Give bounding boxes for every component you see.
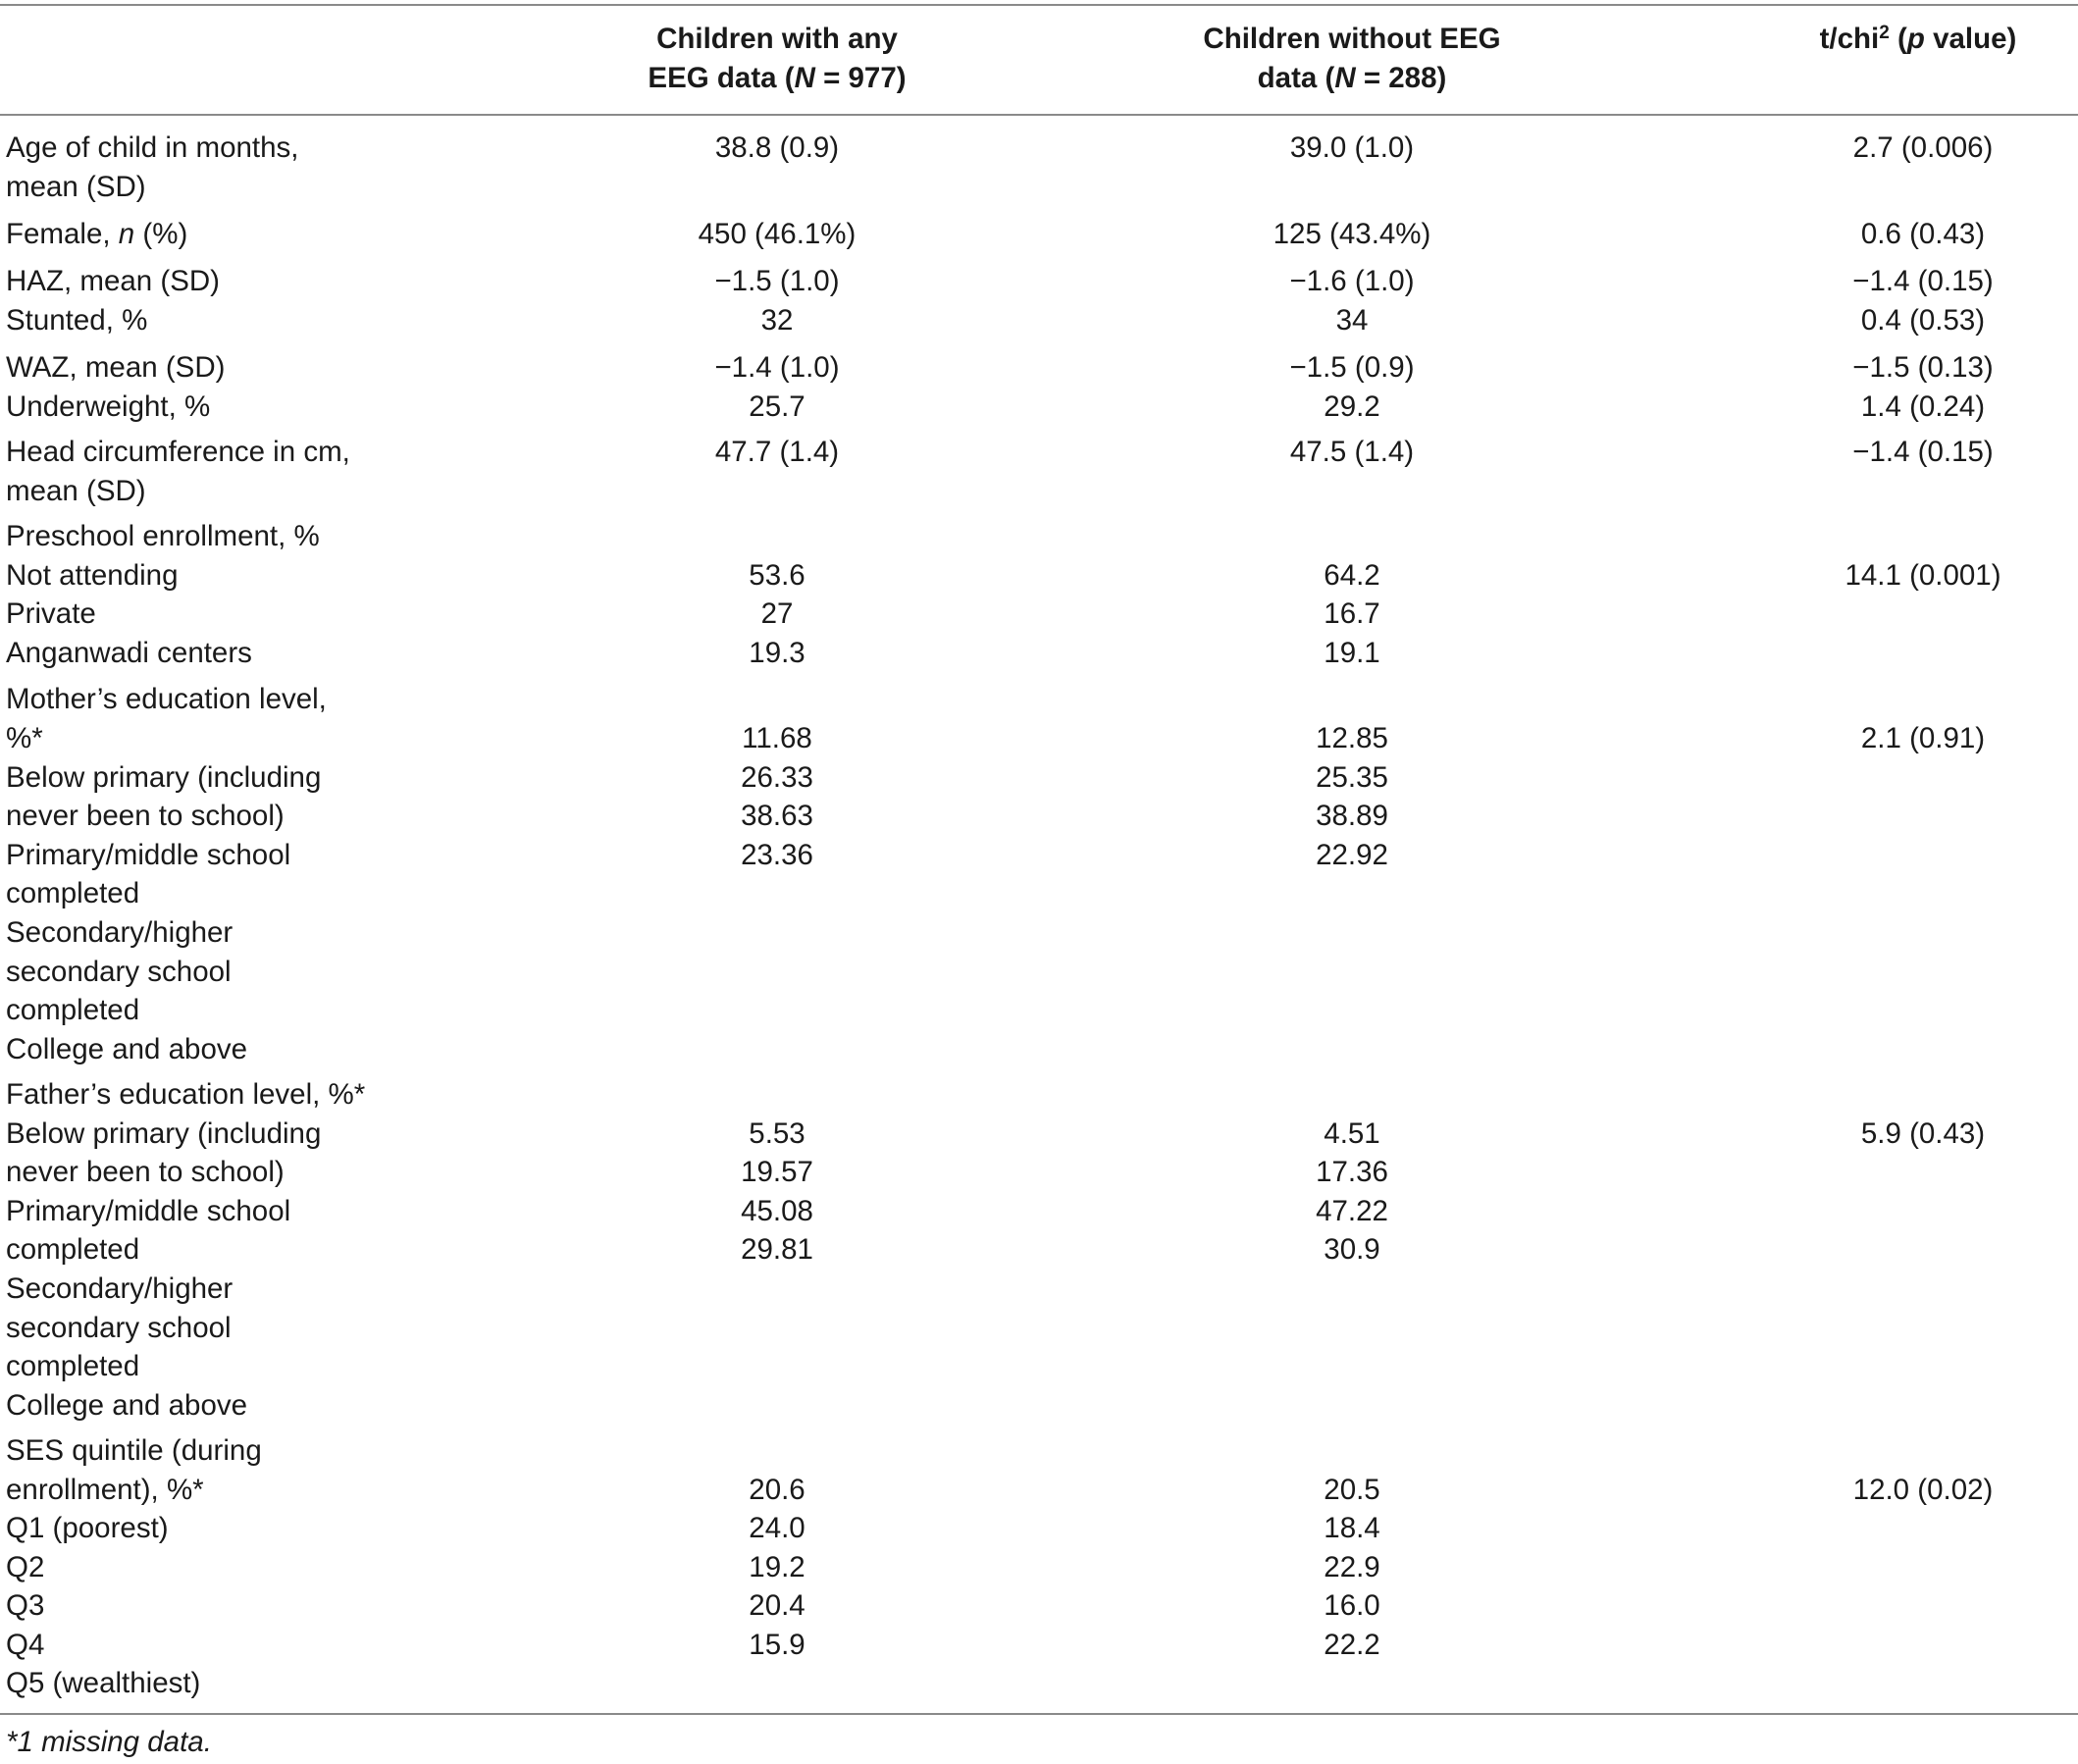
table-header-rule <box>0 114 2078 116</box>
row-label-head-2: mean (SD) <box>6 475 146 507</box>
cell-underweight-without: 29.2 <box>1324 390 1380 423</box>
cell-stunted-stat: 0.4 (0.53) <box>1860 304 1986 337</box>
row-label-f-below-2: never been to school) <box>6 1156 285 1188</box>
row-label-preschool: Preschool enrollment, % <box>6 520 320 552</box>
col1-line2 <box>581 59 973 98</box>
row-label-f-secondary-2: secondary school <box>6 1312 232 1344</box>
row-label-q5: Q5 (wealthiest) <box>6 1667 201 1699</box>
col3-p: p <box>1906 23 1925 55</box>
row-label-m-primary-1: Primary/middle school <box>6 839 291 871</box>
cell-ses-r1-with: 20.6 <box>749 1474 805 1506</box>
row-label-age-2: mean (SD) <box>6 171 146 203</box>
cell-ses-r3-with: 19.2 <box>749 1551 805 1583</box>
row-label-anganwadi: Anganwadi centers <box>6 637 252 669</box>
row-label-private: Private <box>6 597 96 630</box>
cell-preschool-r1-without: 64.2 <box>1324 559 1380 592</box>
row-label-m-primary-2: completed <box>6 877 140 909</box>
col2-n-value: = 288) <box>1355 62 1447 94</box>
cell-waz-without: −1.5 (0.9) <box>1289 351 1415 384</box>
table-footnote: *1 missing data. <box>6 1726 212 1758</box>
row-label-m-below-1: Below primary (including <box>6 761 322 794</box>
col3-sup: 2 <box>1879 23 1890 43</box>
cell-ses-r5-without: 22.2 <box>1324 1629 1380 1661</box>
cell-father-r2-without: 17.36 <box>1316 1156 1388 1188</box>
cell-haz-with: −1.5 (1.0) <box>714 265 840 297</box>
cell-ses-r2-with: 24.0 <box>749 1512 805 1544</box>
table-bottom-rule <box>0 1713 2078 1715</box>
row-label-ses-2: enrollment), %* <box>6 1474 204 1506</box>
row-label-mother-1: Mother’s education level, <box>6 683 327 715</box>
row-label-age-1: Age of child in months, <box>6 131 299 164</box>
row-label-f-primary-2: completed <box>6 1233 140 1266</box>
cell-age-without: 39.0 (1.0) <box>1289 131 1415 164</box>
col3-pre: t/chi <box>1819 23 1880 55</box>
cell-waz-with: −1.4 (1.0) <box>714 351 840 384</box>
cell-ses-r4-without: 16.0 <box>1324 1589 1380 1622</box>
cell-ses-r5-with: 15.9 <box>749 1629 805 1661</box>
cell-preschool-r3-with: 19.3 <box>749 637 805 669</box>
cell-father-r4-with: 29.81 <box>741 1233 813 1266</box>
row-label-mother-2: %* <box>6 722 43 754</box>
cell-female-with: 450 (46.1%) <box>698 218 857 250</box>
cell-female-stat: 0.6 (0.43) <box>1860 218 1986 250</box>
cell-preschool-stat: 14.1 (0.001) <box>1844 559 2001 592</box>
cell-ses-r3-without: 22.9 <box>1324 1551 1380 1583</box>
cell-waz-stat: −1.5 (0.13) <box>1852 351 1994 384</box>
cell-father-r4-without: 30.9 <box>1324 1233 1380 1266</box>
cell-father-r1-without: 4.51 <box>1324 1117 1380 1150</box>
row-label-q4: Q4 <box>6 1629 45 1661</box>
cell-father-r3-with: 45.08 <box>741 1195 813 1227</box>
cell-preschool-r3-without: 19.1 <box>1324 637 1380 669</box>
cell-age-with: 38.8 (0.9) <box>714 131 840 164</box>
cell-mother-r4-without: 22.92 <box>1316 839 1388 871</box>
row-label-female <box>6 215 187 254</box>
cell-mother-r1-with: 11.68 <box>742 722 812 754</box>
row-label-m-secondary-2: secondary school <box>6 956 232 988</box>
col2-n-label: N <box>1334 62 1356 94</box>
row-label-m-below-2: never been to school) <box>6 800 285 832</box>
row-label-q3: Q3 <box>6 1589 45 1622</box>
cell-preschool-r2-with: 27 <box>760 597 794 630</box>
col2-line1: Children without EEG <box>1203 23 1501 55</box>
row-label-ses-1: SES quintile (during <box>6 1434 262 1467</box>
column-header-test-statistic <box>1771 20 2065 59</box>
row-label-father: Father’s education level, %* <box>6 1078 366 1111</box>
cell-ses-r2-without: 18.4 <box>1324 1512 1380 1544</box>
cell-ses-r1-without: 20.5 <box>1324 1474 1380 1506</box>
column-header-with-eeg <box>581 20 973 98</box>
cell-preschool-r2-without: 16.7 <box>1324 597 1380 630</box>
row-label-m-secondary-3: completed <box>6 994 140 1026</box>
cell-head-stat: −1.4 (0.15) <box>1852 436 1994 468</box>
row-label-f-secondary-1: Secondary/higher <box>6 1272 234 1305</box>
female-n: n <box>118 218 135 250</box>
cell-stunted-with: 32 <box>760 304 794 337</box>
row-label-haz: HAZ, mean (SD) <box>6 265 221 297</box>
col1-n-label: N <box>794 62 815 94</box>
cell-father-r3-without: 47.22 <box>1316 1195 1388 1227</box>
row-label-stunted: Stunted, % <box>6 304 148 337</box>
row-label-m-college: College and above <box>6 1033 248 1065</box>
cell-father-r1-with: 5.53 <box>749 1117 805 1150</box>
cell-ses-stat: 12.0 (0.02) <box>1852 1474 1994 1506</box>
row-label-not-attending: Not attending <box>6 559 179 592</box>
cell-mother-r3-without: 38.89 <box>1316 800 1388 832</box>
row-label-f-college: College and above <box>6 1389 248 1422</box>
cell-father-r2-with: 19.57 <box>741 1156 813 1188</box>
cell-mother-r3-with: 38.63 <box>741 800 813 832</box>
col1-line2-pre: EEG data ( <box>648 62 795 94</box>
col1-n-value: = 977) <box>814 62 907 94</box>
cell-stunted-without: 34 <box>1335 304 1369 337</box>
cell-haz-stat: −1.4 (0.15) <box>1852 265 1994 297</box>
table-top-rule <box>0 4 2078 6</box>
row-label-f-below-1: Below primary (including <box>6 1117 322 1150</box>
cell-age-stat: 2.7 (0.006) <box>1852 131 1994 164</box>
row-label-waz: WAZ, mean (SD) <box>6 351 226 384</box>
row-label-f-secondary-3: completed <box>6 1350 140 1382</box>
female-pre: Female, <box>6 218 119 250</box>
col2-line2-pre: data ( <box>1257 62 1335 94</box>
cell-female-without: 125 (43.4%) <box>1273 218 1431 250</box>
col1-line1: Children with any <box>656 23 898 55</box>
row-label-q1: Q1 (poorest) <box>6 1512 169 1544</box>
col2-line2 <box>1156 59 1548 98</box>
row-label-q2: Q2 <box>6 1551 45 1583</box>
cell-preschool-r1-with: 53.6 <box>749 559 805 592</box>
row-label-head-1: Head circumference in cm, <box>6 436 350 468</box>
cell-mother-stat: 2.1 (0.91) <box>1860 722 1986 754</box>
column-header-without-eeg <box>1156 20 1548 98</box>
cell-haz-without: −1.6 (1.0) <box>1289 265 1415 297</box>
cell-head-without: 47.5 (1.4) <box>1289 436 1415 468</box>
cell-mother-r2-with: 26.33 <box>741 761 813 794</box>
cell-mother-r2-without: 25.35 <box>1316 761 1388 794</box>
cell-mother-r4-with: 23.36 <box>741 839 813 871</box>
row-label-underweight: Underweight, % <box>6 390 211 423</box>
cell-ses-r4-with: 20.4 <box>749 1589 805 1622</box>
cell-head-with: 47.7 (1.4) <box>714 436 840 468</box>
cell-underweight-with: 25.7 <box>749 390 805 423</box>
cell-underweight-stat: 1.4 (0.24) <box>1860 390 1986 423</box>
row-label-f-primary-1: Primary/middle school <box>6 1195 291 1227</box>
col3-mid: ( <box>1889 23 1907 55</box>
female-post: (%) <box>134 218 188 250</box>
row-label-m-secondary-1: Secondary/higher <box>6 916 234 949</box>
col3-post: value) <box>1924 23 2017 55</box>
cell-mother-r1-without: 12.85 <box>1316 722 1388 754</box>
cell-father-stat: 5.9 (0.43) <box>1860 1117 1986 1150</box>
